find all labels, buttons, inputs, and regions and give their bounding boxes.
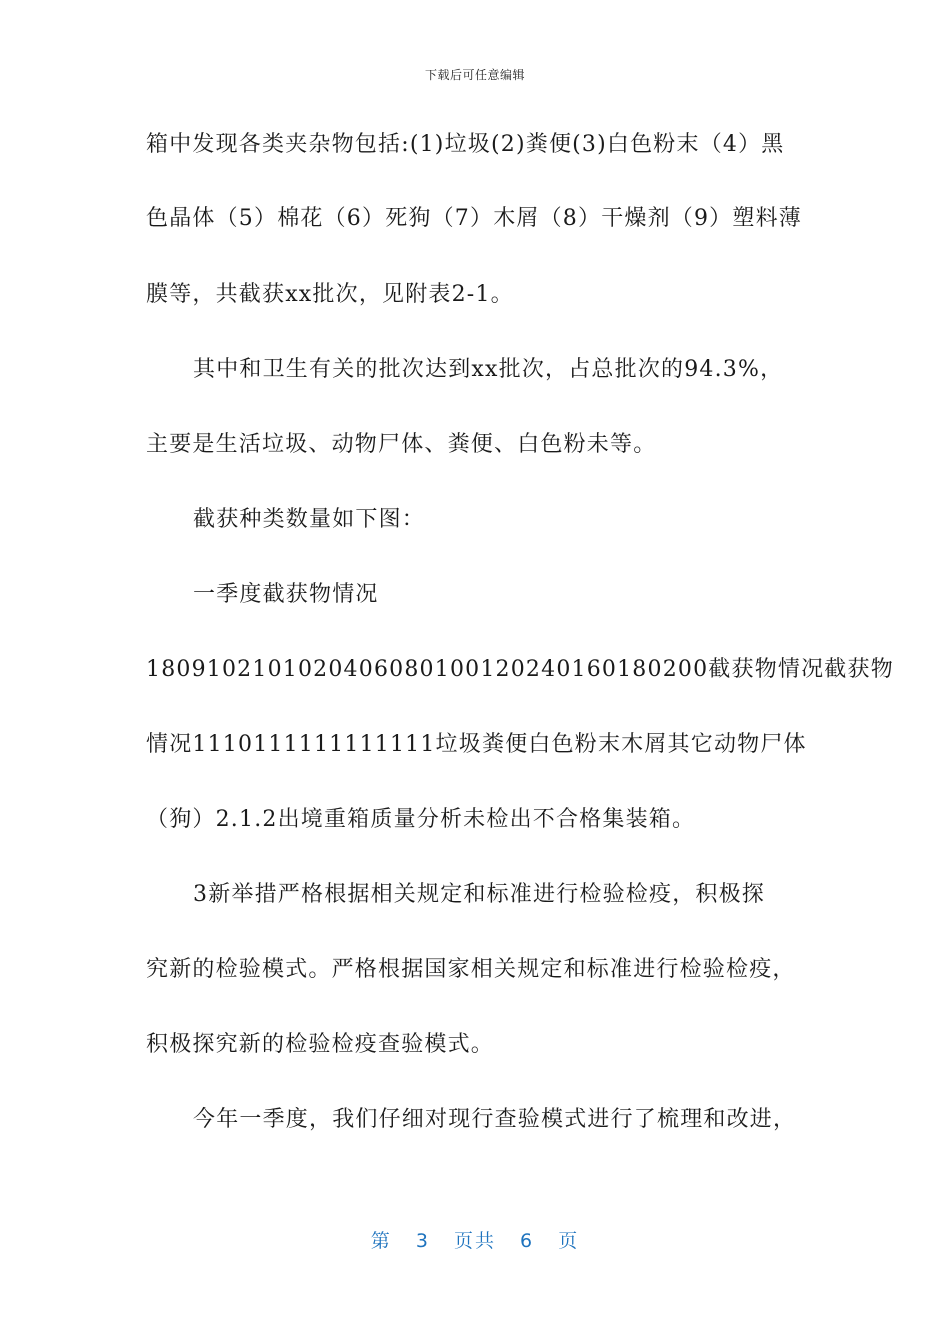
body-line-10: （狗）2.1.2出境重箱质量分析未检出不合格集装箱。 (146, 807, 696, 832)
body-line-3: 膜等，共截获xx批次，见附表2-1。 (146, 282, 514, 307)
page-header: 下载后可任意编辑 (424, 68, 525, 82)
body-line-4: 其中和卫生有关的批次达到xx批次，占总批次的94.3%， (193, 357, 784, 382)
body-line-2: 色晶体（5）棉花（6）死狗（7）木屑（8）干燥剂（9）塑料薄 (146, 206, 802, 231)
body-line-1: 箱中发现各类夹杂物包括:(1)垃圾(2)粪便(3)白色粉末（4）黑 (146, 132, 785, 157)
body-line-12: 究新的检验模式。严格根据国家相关规定和标准进行检验检疫， (146, 957, 796, 982)
body-line-14: 今年一季度，我们仔细对现行查验模式进行了梳理和改进， (193, 1107, 797, 1132)
footer-current-page: 3 (415, 1230, 430, 1252)
body-line-6: 截获种类数量如下图： (193, 507, 426, 532)
body-line-5: 主要是生活垃圾、动物尸体、粪便、白色粉未等。 (146, 432, 657, 457)
chart-caption: 一季度截获物情况 (193, 582, 379, 607)
body-line-13: 积极探究新的检验检疫查验模式。 (146, 1032, 495, 1057)
footer-middle: 页共 (453, 1230, 496, 1252)
footer-prefix: 第 (370, 1230, 392, 1252)
page-footer (0, 1226, 950, 1253)
body-line-8: 1809102101020406080100120240160180200截获物情况截获物 (146, 657, 894, 682)
body-line-9: 情况1110111111111111垃圾粪便白色粉末木屑其它动物尸体 (146, 732, 807, 757)
footer-suffix: 页 (558, 1230, 580, 1252)
footer-total-pages: 6 (520, 1230, 535, 1252)
body-line-11: 3新举措严格根据相关规定和标准进行检验检疫，积极探 (193, 882, 765, 907)
